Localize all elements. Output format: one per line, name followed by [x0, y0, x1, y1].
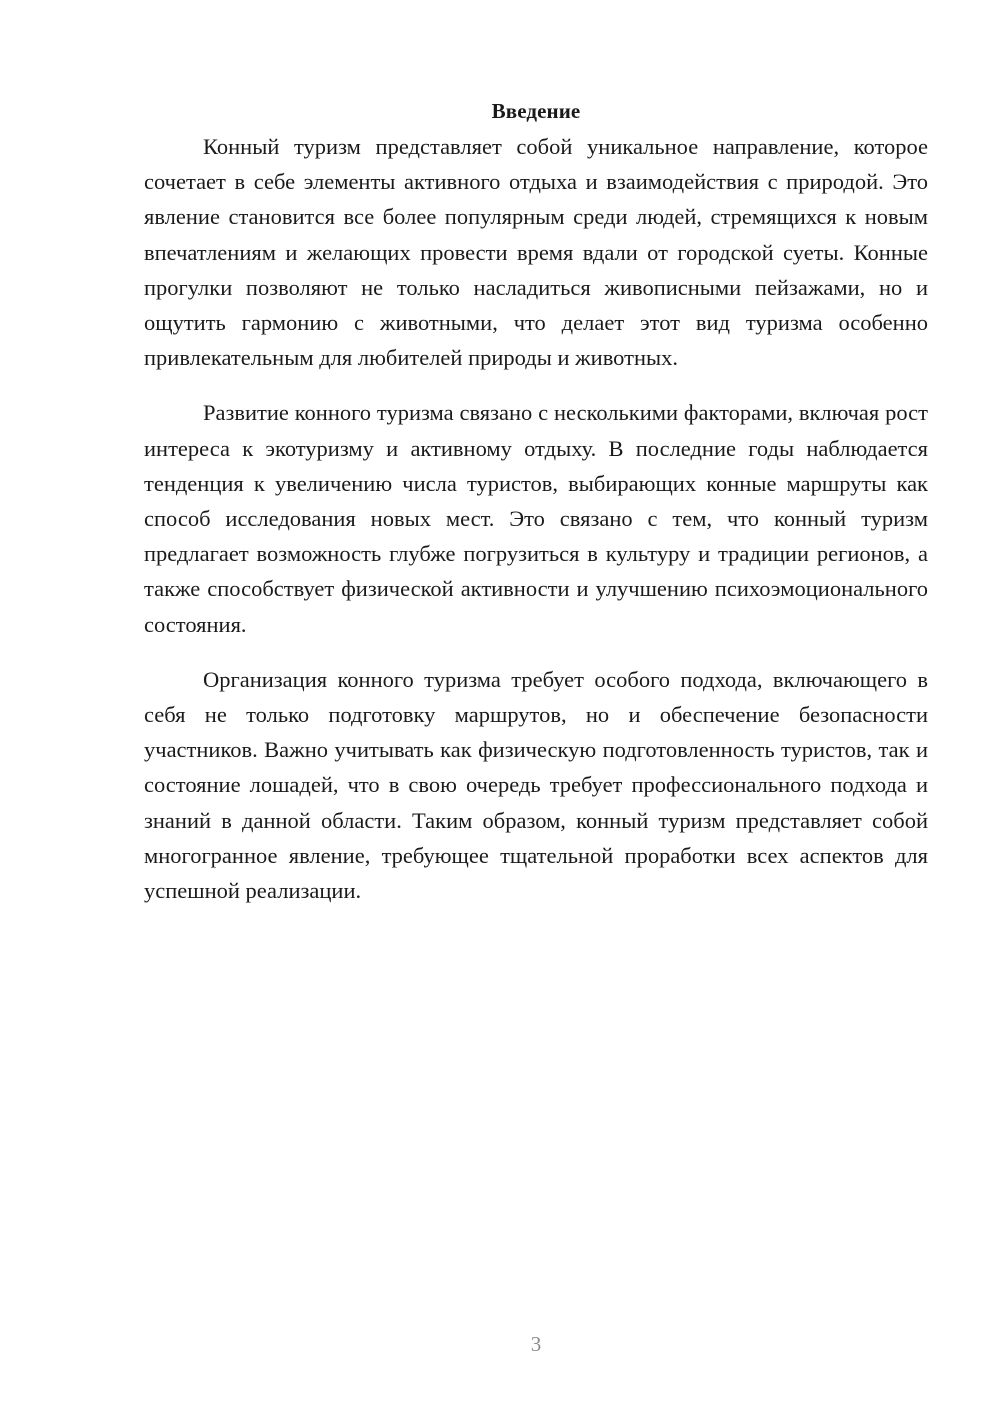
paragraph-2: Развитие конного туризма связано с несколькими факторами, включая рост интереса к экотуризму и активному отдыху. В последние годы наблюдается тенденция к увеличению числа туристов, выбирающих конные маршруты как способ исследования новых мест. Это связано с тем, что конный туризм предлагает возможность глубже погрузиться в культуру и традиции регионов, а также способствует физической активности и улучшению психоэмоционального состояния.	[144, 400, 928, 637]
paragraph-1: Конный туризм представляет собой уникальное направление, которое сочетает в себе элементы активного отдыха и взаимодействия с природой. Это явление становится все более популярным среди людей, стремящихся к новым впечатлениям и желающих провести время вдали от городской суеты. Конные прогулки позволяют не только насладиться живописными пейзажами, но и ощутить гармонию с животными, что делает этот вид туризма особенно привлекательным для любителей природы и животных.	[144, 134, 928, 371]
section-heading: Введение	[491, 99, 581, 123]
page-number: 3	[530, 1332, 542, 1356]
paragraph-3: Организация конного туризма требует особого подхода, включающего в себя не только подготовку маршрутов, но и обеспечение безопасности участников. Важно учитывать как физическую подготовленность туристов, так и состояние лошадей, что в свою очередь требует профессионального подхода и знаний в данной области. Таким образом, конный туризм представляет собой многогранное явление, требующее тщательной проработки всех аспектов для успешной реализации.	[144, 666, 928, 904]
document-body	[144, 94, 928, 908]
